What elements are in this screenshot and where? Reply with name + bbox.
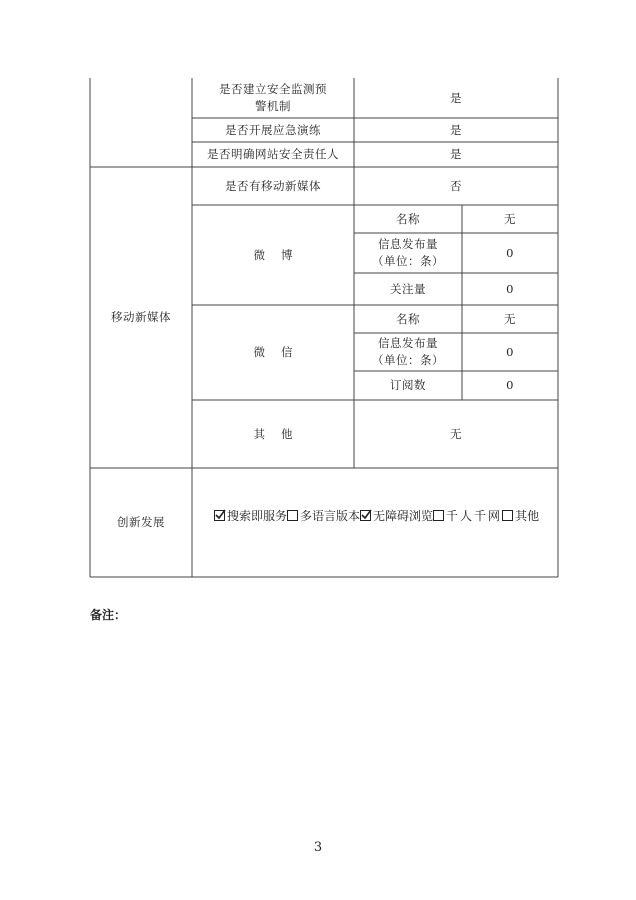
option-multilingual[interactable]	[287, 507, 360, 524]
option-personalized[interactable]	[433, 507, 502, 524]
weixin-posts-label: 信息发布量（单位：条）	[372, 336, 444, 367]
weibo-name-label: 名称	[396, 211, 420, 226]
value-has-mobile-media: 否	[450, 178, 462, 193]
innovation-options	[214, 504, 539, 526]
weibo-posts-label: 信息发布量（单位：条）	[372, 237, 444, 268]
checkbox-empty-icon[interactable]	[502, 510, 513, 521]
option-label: 无障碍浏览	[373, 508, 434, 523]
option-other[interactable]	[502, 507, 539, 524]
weixin-subscribers-value: 0	[506, 378, 514, 392]
weixin-subscribers-label: 订阅数	[390, 378, 426, 392]
value-monitoring-warning: 是	[450, 90, 462, 105]
label-security-officer: 是否明确网站安全责任人	[207, 147, 339, 161]
checkbox-checked-icon[interactable]	[214, 510, 225, 521]
label-has-mobile-media: 是否有移动新媒体	[225, 178, 321, 193]
page-number: 3	[313, 840, 323, 855]
weixin-name-value: 无	[504, 311, 516, 326]
checkbox-empty-icon[interactable]	[433, 510, 444, 521]
option-label: 千人千网	[446, 508, 503, 523]
weibo-name-value: 无	[504, 211, 516, 226]
value-other-media: 无	[450, 426, 462, 441]
option-label: 搜索即服务	[227, 508, 288, 523]
option-label: 多语言版本	[300, 508, 361, 523]
checkbox-checked-icon[interactable]	[360, 510, 371, 521]
weixin-posts-value: 0	[506, 344, 514, 359]
value-security-officer: 是	[450, 147, 462, 161]
option-search-service[interactable]	[214, 507, 287, 524]
label-weixin: 微信	[253, 345, 309, 359]
weibo-posts-value: 0	[506, 245, 514, 260]
category-innovation: 创新发展	[117, 515, 165, 529]
value-emergency-drill: 是	[450, 122, 462, 137]
weixin-name-label: 名称	[396, 311, 420, 326]
checkbox-empty-icon[interactable]	[287, 510, 298, 521]
option-accessibility[interactable]	[360, 507, 433, 524]
category-mobile-media: 移动新媒体	[111, 310, 171, 324]
option-label: 其他	[515, 508, 540, 523]
label-weibo: 微博	[253, 247, 309, 262]
label-monitoring-warning: 是否建立安全监测预警机制	[219, 82, 327, 113]
weibo-followers-label: 关注量	[390, 281, 426, 296]
label-other-media: 其他	[253, 426, 309, 441]
label-emergency-drill: 是否开展应急演练	[225, 122, 321, 137]
weibo-followers-value: 0	[506, 281, 514, 296]
note-label: 备注：	[90, 608, 127, 622]
